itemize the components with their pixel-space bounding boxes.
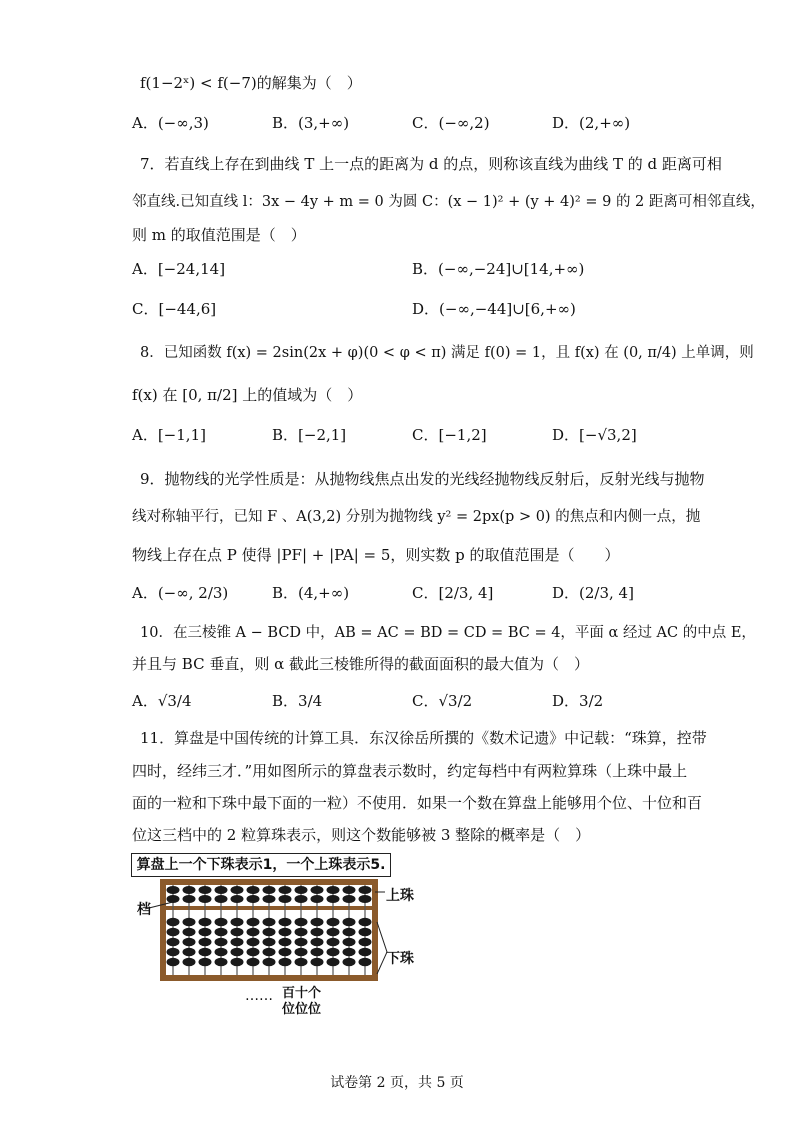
q9-option-b: B．(4,+∞) (272, 584, 350, 602)
abacus-lower-bead (199, 938, 212, 947)
abacus-label-dots: …… (245, 988, 273, 1004)
q7-option-c: C．[−44,6] (132, 300, 217, 318)
abacus-lower-bead (343, 928, 356, 937)
q8-option-d: D．[−√3,2] (552, 426, 637, 444)
abacus-lower-bead (311, 928, 324, 937)
q10-option-b: B．3/4 (272, 692, 323, 710)
abacus-upper-bead (183, 895, 196, 903)
abacus-upper-bead (215, 886, 228, 894)
abacus-upper-bead (279, 886, 292, 894)
abacus-lower-bead (343, 938, 356, 947)
abacus-lower-bead (311, 948, 324, 957)
abacus-upper-bead (247, 895, 260, 903)
q11-line-1: 11．算盘是中国传统的计算工具．东汉徐岳所撰的《数术记遗》中记载：“珠算，控带 (140, 729, 707, 747)
abacus-lower-bead (295, 918, 308, 927)
q11-line-2: 四时，经纬三才．”用如图所示的算盘表示数时，约定每档中有两粒算珠（上珠中最上 (132, 762, 688, 780)
abacus-lower-bead (311, 958, 324, 967)
abacus-lower-bead (183, 918, 196, 927)
abacus-lower-bead (327, 928, 340, 937)
abacus-lower-bead (231, 928, 244, 937)
figure-caption: 算盘上一个下珠表示1，一个上珠表示5. (131, 853, 391, 877)
abacus-lower-bead (167, 958, 180, 967)
q10-option-d: D．3/2 (552, 692, 604, 710)
abacus-lower-bead (359, 948, 372, 957)
abacus-lower-bead (215, 928, 228, 937)
abacus-lower-bead (263, 918, 276, 927)
abacus-lower-bead (295, 948, 308, 957)
abacus-lower-bead (215, 918, 228, 927)
abacus-lower-bead (199, 918, 212, 927)
abacus-lower-bead (247, 948, 260, 957)
abacus-label-rod: 档 (137, 902, 151, 918)
abacus-label-lower: 下珠 (386, 951, 414, 967)
abacus-lower-bead (215, 948, 228, 957)
abacus-lower-bead (231, 948, 244, 957)
abacus-lower-bead (247, 928, 260, 937)
abacus-upper-bead (311, 895, 324, 903)
abacus-lower-bead (199, 928, 212, 937)
abacus-upper-bead (279, 895, 292, 903)
abacus-upper-bead (231, 895, 244, 903)
abacus-lower-bead (359, 958, 372, 967)
abacus-lower-bead (327, 938, 340, 947)
abacus-lower-bead (263, 938, 276, 947)
q6-stem: f(1−2ˣ) < f(−7)的解集为（ ） (140, 74, 362, 92)
abacus-upper-bead (215, 895, 228, 903)
q9-option-c: C．[2/3, 4] (412, 584, 494, 602)
q7-line-1: 7．若直线上存在到曲线 T 上一点的距离为 d 的点，则称该直线为曲线 T 的 d 距离可相 (140, 155, 722, 173)
abacus-lower-bead (327, 948, 340, 957)
abacus-upper-bead (167, 895, 180, 903)
abacus-lower-bead (295, 928, 308, 937)
abacus-upper-bead (263, 886, 276, 894)
abacus-lower-bead (231, 938, 244, 947)
abacus-upper-bead (327, 895, 340, 903)
abacus-lower-bead (231, 958, 244, 967)
abacus-upper-bead (295, 895, 308, 903)
q8-line-1: 8．已知函数 f(x) = 2sin(2x + φ)(0 < φ < π) 满足 f(0) = 1，且 f(x) 在 (0, π/4) 上单调，则 (140, 345, 754, 361)
abacus-lower-bead (183, 948, 196, 957)
q11-line-3: 面的一粒和下珠中最下面的一粒）不使用．如果一个数在算盘上能够用个位、十位和百 (132, 794, 703, 812)
abacus-lower-bead (279, 948, 292, 957)
abacus-lower-bead (343, 948, 356, 957)
abacus-lower-bead (215, 958, 228, 967)
q7-line-3: 则 m 的取值范围是（ ） (132, 226, 306, 244)
q8-option-b: B．[−2,1] (272, 426, 347, 444)
abacus-lower-bead (183, 958, 196, 967)
abacus-upper-bead (199, 895, 212, 903)
abacus-upper-bead (295, 886, 308, 894)
q10-option-c: C．√3/2 (412, 692, 473, 710)
q10-option-a: A．√3/4 (132, 692, 192, 710)
q8-option-c: C．[−1,2] (412, 426, 487, 444)
abacus-lower-bead (311, 918, 324, 927)
abacus-lower-bead (167, 948, 180, 957)
q7-option-b: B．(−∞,−24]∪[14,+∞) (412, 260, 585, 278)
abacus-lower-bead (295, 938, 308, 947)
abacus-upper-bead (327, 886, 340, 894)
q9-line-2: 线对称轴平行，已知 F 、A(3,2) 分别为抛物线 y² = 2px(p > 0) 的焦点和内侧一点，抛 (132, 509, 701, 525)
q6-option-a: A．(−∞,3) (132, 114, 209, 132)
abacus-upper-bead (311, 886, 324, 894)
abacus-lower-bead (359, 928, 372, 937)
abacus-lower-bead (327, 918, 340, 927)
abacus-lower-bead (199, 958, 212, 967)
abacus-lower-bead (279, 928, 292, 937)
abacus-label-places-1: 百十个 (282, 986, 322, 1001)
q11-line-4: 位这三档中的 2 粒算珠表示，则这个数能够被 3 整除的概率是（ ） (132, 826, 591, 844)
q6-option-d: D．(2,+∞) (552, 114, 631, 132)
abacus-lower-bead (359, 918, 372, 927)
abacus-lower-bead (247, 958, 260, 967)
abacus-lower-bead (279, 918, 292, 927)
abacus-lower-bead (343, 918, 356, 927)
abacus-lower-bead (167, 928, 180, 937)
abacus-lower-bead (343, 958, 356, 967)
q8-line-2: f(x) 在 [0, π/2] 上的值域为（ ） (132, 386, 363, 404)
abacus-lower-bead (263, 958, 276, 967)
q9-option-a: A．(−∞, 2/3) (132, 584, 229, 602)
abacus-upper-bead (359, 886, 372, 894)
q6-option-b: B．(3,+∞) (272, 114, 350, 132)
abacus-lower-bead (183, 938, 196, 947)
abacus-lower-bead (231, 918, 244, 927)
q6-option-c: C．(−∞,2) (412, 114, 490, 132)
abacus-upper-bead (167, 886, 180, 894)
abacus-lower-bead (215, 938, 228, 947)
abacus-upper-bead (263, 895, 276, 903)
abacus-lower-bead (327, 958, 340, 967)
q9-option-d: D．(2/3, 4] (552, 584, 634, 602)
abacus-lower-bead (311, 938, 324, 947)
page-footer: 试卷第 2 页，共 5 页 (330, 1075, 464, 1091)
abacus-lower-bead (199, 948, 212, 957)
abacus-upper-bead (247, 886, 260, 894)
q7-option-d: D．(−∞,−44]∪[6,+∞) (412, 300, 576, 318)
abacus-upper-bead (231, 886, 244, 894)
abacus-lower-bead (279, 938, 292, 947)
q8-option-a: A．[−1,1] (132, 426, 206, 444)
abacus-lower-bead (295, 958, 308, 967)
abacus-upper-bead (359, 895, 372, 903)
abacus-lower-bead (247, 918, 260, 927)
q10-line-1: 10．在三棱锥 A − BCD 中，AB = AC = BD = CD = BC = 4，平面 α 经过 AC 的中点 E， (140, 625, 756, 641)
abacus-upper-bead (343, 886, 356, 894)
abacus-lower-bead (167, 918, 180, 927)
q9-line-1: 9．抛物线的光学性质是：从抛物线焦点出发的光线经抛物线反射后，反射光线与抛物 (140, 470, 705, 488)
abacus-lower-bead (279, 958, 292, 967)
abacus-lower-bead (247, 938, 260, 947)
abacus-lower-bead (263, 928, 276, 937)
q10-line-2: 并且与 BC 垂直，则 α 截此三棱锥所得的截面面积的最大值为（ ） (132, 655, 589, 673)
abacus-upper-bead (343, 895, 356, 903)
abacus-lower-bead (263, 948, 276, 957)
abacus-upper-bead (183, 886, 196, 894)
abacus-lower-bead (359, 938, 372, 947)
q7-option-a: A．[−24,14] (132, 260, 226, 278)
abacus-lower-bead (183, 928, 196, 937)
abacus-upper-bead (199, 886, 212, 894)
abacus-label-places-2: 位位位 (282, 1002, 322, 1017)
q9-line-3: 物线上存在点 P 使得 |PF| + |PA| = 5，则实数 p 的取值范围是（ ） (132, 546, 620, 564)
abacus-lower-bead (167, 938, 180, 947)
abacus-label-upper: 上珠 (386, 888, 414, 904)
q7-line-2: 邻直线.已知直线 l：3x − 4y + m = 0 为圆 C：(x − 1)² + (y + 4)² = 9 的 2 距离可相邻直线， (132, 194, 765, 210)
